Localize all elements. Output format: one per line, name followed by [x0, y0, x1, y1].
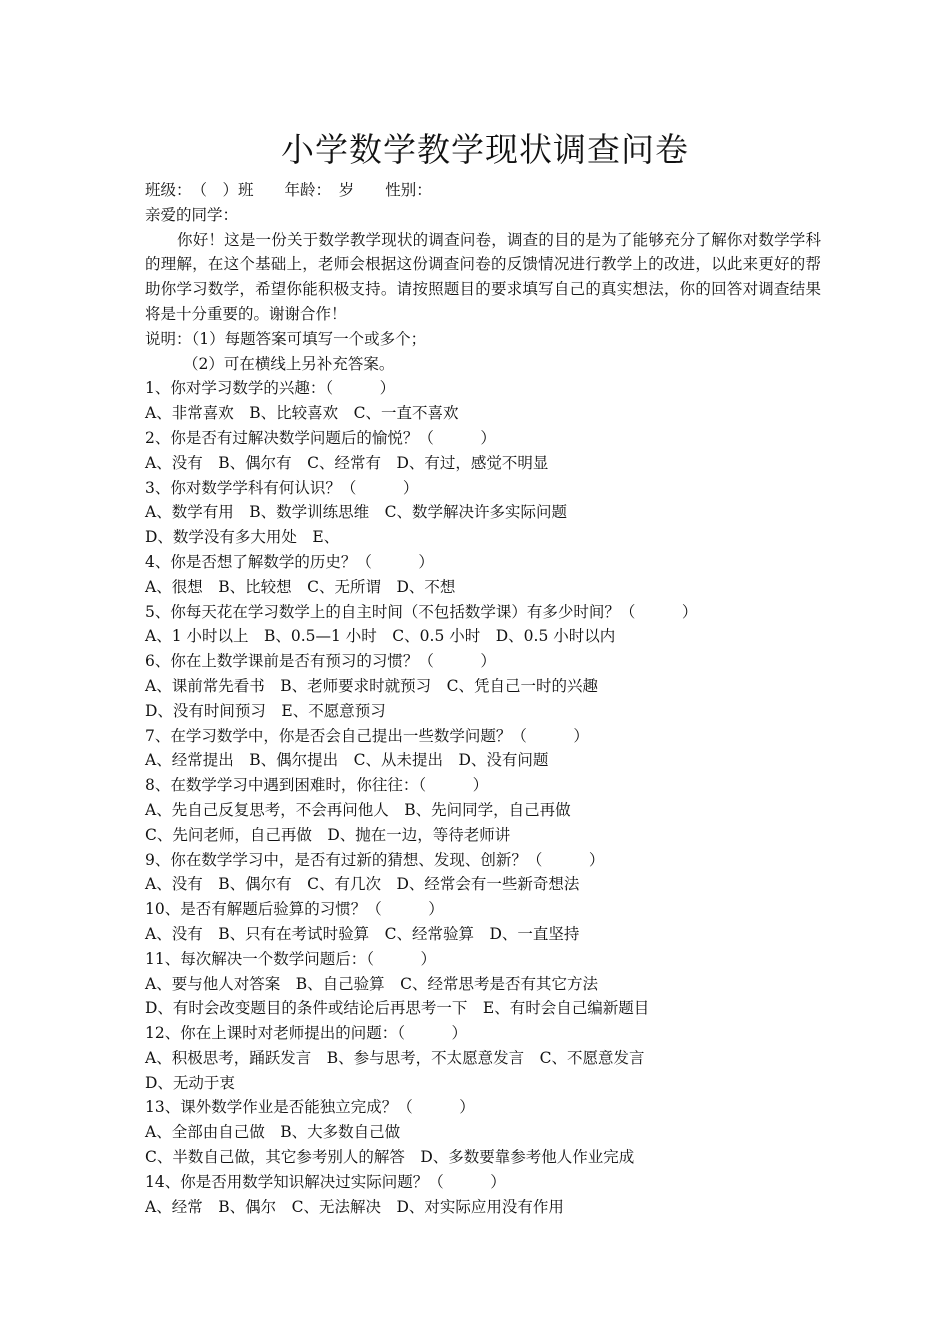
- greeting: 亲爱的同学：: [145, 205, 239, 224]
- question-9-options-1: A、没有 B、偶尔有 C、有几次 D、经常会有一些新奇想法: [145, 875, 580, 894]
- question-13-options-2: C、半数自己做，其它参考别人的解答 D、多数要靠参考他人作业完成: [145, 1148, 635, 1167]
- question-12-options-2: D、无动于衷: [145, 1073, 235, 1092]
- question-8: 8、在数学学习中遇到困难时，你往往：（ ）: [145, 776, 489, 795]
- document-title: 小学数学教学现状调查问卷: [281, 130, 689, 169]
- intro-paragraph: 你好！这是一份关于数学教学现状的调查问卷，调查的目的是为了能够充分了解你对数学学科的理解，在这个基础上，老师会根据这份调查问卷的反馈情况进行教学上的改进，以此来更好的帮助你学习数学，希望你能积极支持。请按照题目的要求填写自己的真实想法，你的回答对调查结果将是十分重要的。谢谢合作！: [145, 230, 821, 323]
- question-8-options-2: C、先问老师，自己再做 D、抛在一边，等待老师讲: [145, 825, 511, 844]
- note-2: （2）可在横线上另补充答案。: [183, 354, 395, 373]
- question-6-options-2: D、没有时间预习 E、不愿意预习: [145, 701, 386, 720]
- note-1: 说明：（1）每题答案可填写一个或多个；: [145, 329, 427, 348]
- question-list: [145, 376, 825, 1219]
- question-2-options-1: A、没有 B、偶尔有 C、经常有 D、有过，感觉不明显: [145, 453, 549, 472]
- question-13: 13、课外数学作业是否能独立完成？（ ）: [145, 1098, 475, 1117]
- question-12-options-1: A、积极思考，踊跃发言 B、参与思考，不太愿意发言 C、不愿意发言: [145, 1048, 645, 1067]
- question-4: 4、你是否想了解数学的历史？（ ）: [145, 552, 434, 571]
- question-10: 10、是否有解题后验算的习惯？（ ）: [145, 900, 444, 919]
- question-1-options-1: A、非常喜欢 B、比较喜欢 C、一直不喜欢: [145, 404, 459, 423]
- question-11: 11、每次解决一个数学问题后：（ ）: [145, 949, 436, 968]
- question-3-options-1: A、数学有用 B、数学训练思维 C、数学解决许多实际问题: [145, 503, 567, 522]
- question-8-options-1: A、先自己反复思考，不会再问他人 B、先问同学，自己再做: [145, 800, 571, 819]
- student-info-line: 班级： （ ）班 年龄： 岁 性别：: [145, 181, 432, 199]
- question-12: 12、你在上课时对老师提出的问题：（ ）: [145, 1024, 467, 1043]
- question-3: 3、你对数学学科有何认识？（ ）: [145, 478, 419, 497]
- question-1: 1、你对学习数学的兴趣：（ ）: [145, 379, 396, 398]
- question-2: 2、你是否有过解决数学问题后的愉悦？（ ）: [145, 428, 496, 447]
- question-5: 5、你每天花在学习数学上的自主时间（不包括数学课）有多少时间？（ ）: [145, 602, 698, 621]
- question-6-options-1: A、课前常先看书 B、老师要求时就预习 C、凭自己一时的兴趣: [145, 676, 598, 695]
- question-9: 9、你在数学学习中，是否有过新的猜想、发现、创新？（ ）: [145, 850, 605, 869]
- question-11-options-1: A、要与他人对答案 B、自己验算 C、经常思考是否有其它方法: [145, 974, 598, 993]
- question-4-options-1: A、很想 B、比较想 C、无所谓 D、不想: [145, 577, 456, 596]
- question-11-options-2: D、有时会改变题目的条件或结论后再思考一下 E、有时会自己编新题目: [145, 999, 650, 1018]
- question-14: 14、你是否用数学知识解决过实际问题？（ ）: [145, 1172, 506, 1191]
- question-13-options-1: A、全部由自己做 B、大多数自己做: [145, 1123, 401, 1142]
- question-7: 7、在学习数学中，你是否会自己提出一些数学问题？（ ）: [145, 726, 589, 745]
- question-14-options-1: A、经常 B、偶尔 C、无法解决 D、对实际应用没有作用: [145, 1197, 564, 1216]
- document-page: [145, 128, 825, 1219]
- question-5-options-1: A、1 小时以上 B、0.5—1 小时 C、0.5 小时 D、0.5 小时以内: [145, 627, 616, 646]
- question-6: 6、你在上数学课前是否有预习的习惯？（ ）: [145, 652, 496, 671]
- question-10-options-1: A、没有 B、只有在考试时验算 C、经常验算 D、一直坚持: [145, 924, 580, 943]
- question-3-options-2: D、数学没有多大用处 E、: [145, 528, 340, 547]
- question-7-options-1: A、经常提出 B、偶尔提出 C、从未提出 D、没有问题: [145, 751, 549, 770]
